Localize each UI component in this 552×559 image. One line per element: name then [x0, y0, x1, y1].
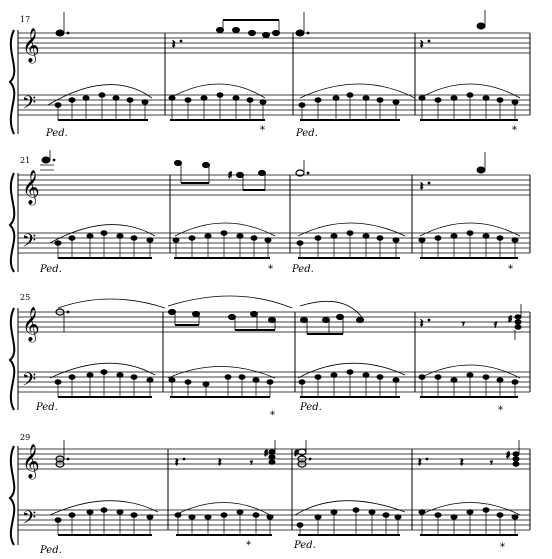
svg-text:𝄽: 𝄽 [420, 180, 424, 193]
pedal-release-mark: * [270, 410, 275, 421]
svg-text:𝄽: 𝄽 [420, 317, 424, 330]
svg-text:𝄿: 𝄿 [494, 319, 498, 330]
bass-clef-icon: 𝄢 [22, 231, 37, 256]
svg-text:♯: ♯ [508, 315, 513, 325]
svg-text:♯: ♯ [264, 449, 269, 459]
system-21 [10, 150, 530, 275]
pedal-mark: Ped. [300, 402, 322, 413]
pedal-release-mark: * [498, 405, 503, 416]
treble-clef-icon: 𝄞 [22, 28, 40, 63]
grand-staff-brace [10, 30, 14, 134]
pedal-mark: Ped. [292, 264, 314, 275]
grand-staff-brace [10, 446, 14, 545]
bass-clef-icon: 𝄢 [22, 93, 37, 118]
treble-clef-icon: 𝄞 [22, 170, 40, 205]
svg-text:𝄾: 𝄾 [462, 319, 465, 330]
pedal-mark: Ped. [46, 128, 68, 139]
svg-text:𝄽: 𝄽 [460, 456, 464, 469]
pedal-release-mark: * [508, 264, 513, 275]
grand-staff-brace [10, 173, 14, 272]
svg-text:𝄾: 𝄾 [490, 458, 493, 469]
treble-notes [40, 150, 485, 193]
svg-text:𝄽: 𝄽 [175, 456, 179, 469]
pedal-release-mark: * [246, 540, 251, 551]
barlines [163, 312, 530, 392]
pedal-release-mark: * [500, 542, 505, 553]
treble-notes [56, 296, 521, 340]
pedal-mark: Ped. [294, 540, 316, 551]
bass-notes [48, 84, 520, 120]
svg-text:♯: ♯ [506, 451, 511, 461]
treble-clef-icon: 𝄞 [22, 444, 40, 479]
measure-number: 21 [20, 156, 31, 165]
system-29 [10, 433, 530, 556]
bass-clef-icon: 𝄢 [22, 370, 37, 395]
measure-number: 17 [20, 15, 31, 24]
svg-text:𝄽: 𝄽 [218, 456, 222, 469]
svg-text:𝄽: 𝄽 [418, 456, 422, 469]
svg-text:♯: ♯ [294, 449, 299, 459]
system-17 [10, 10, 530, 139]
pedal-release-mark: * [268, 264, 273, 275]
pedal-mark: Ped. [36, 402, 58, 413]
svg-text:𝄽: 𝄽 [172, 38, 176, 51]
treble-staff [18, 33, 530, 53]
pedal-mark: Ped. [40, 545, 62, 556]
bass-staff [18, 510, 530, 530]
measure-number: 25 [20, 293, 31, 302]
measure-number: 29 [20, 433, 31, 442]
treble-notes [56, 440, 519, 469]
system-25 [10, 293, 530, 421]
treble-clef-icon: 𝄞 [22, 307, 40, 342]
grand-staff-brace [10, 308, 14, 410]
svg-text:𝄾: 𝄾 [250, 458, 253, 469]
pedal-release-mark: * [512, 125, 517, 136]
pedal-release-mark: * [260, 125, 265, 136]
pedal-mark: Ped. [40, 264, 62, 275]
treble-staff [18, 175, 530, 195]
svg-text:♯: ♯ [228, 171, 233, 181]
bass-clef-icon: 𝄢 [22, 508, 37, 533]
treble-notes [56, 10, 485, 51]
pedal-mark: Ped. [296, 128, 318, 139]
svg-text:𝄽: 𝄽 [420, 38, 424, 51]
barlines [168, 449, 530, 530]
